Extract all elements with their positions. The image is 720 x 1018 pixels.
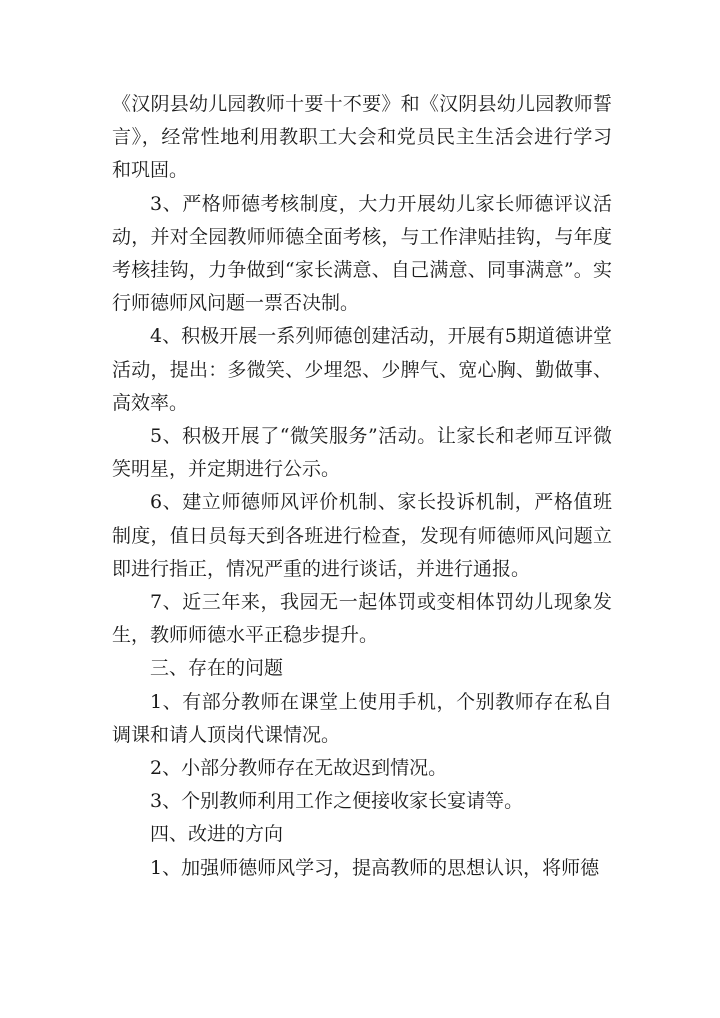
paragraph-item-4: 4、积极开展一系列师德创建活动，开展有5期道德讲堂活动，提出：多微笑、少埋怨、少脾气、宽心胸、勤做事、高效率。 bbox=[112, 325, 612, 414]
paragraph-item-6: 6、建立师德师风评价机制、家长投诉机制，严格值班制度，值日员每天到各班进行检查，发现有师德师风问题立即进行指正，情况严重的进行谈话，并进行通报。 bbox=[112, 491, 612, 580]
problem-item-1: 1、有部分教师在课堂上使用手机，个别教师存在私自调课和请人顶岗代课情况。 bbox=[112, 690, 612, 746]
document-body bbox=[112, 88, 612, 885]
problem-item-2: 2、小部分教师存在无故迟到情况。 bbox=[150, 757, 448, 780]
paragraph-item-7: 7、近三年来，我园无一起体罚或变相体罚幼儿现象发生，教师师德水平正稳步提升。 bbox=[112, 591, 612, 647]
paragraph-item-5: 5、积极开展了“微笑服务”活动。让家长和老师互评微笑明星，并定期进行公示。 bbox=[112, 425, 612, 481]
paragraph-item-3: 3、严格师德考核制度，大力开展幼儿家长师德评议活动，并对全园教师师德全面考核，与工作津贴挂钩，与年度考核挂钩，力争做到“家长满意、自己满意、同事满意”。实行师德师风问题一票否决制。 bbox=[112, 192, 612, 315]
section-heading-problems: 三、存在的问题 bbox=[150, 657, 284, 680]
section-heading-improvements: 四、改进的方向 bbox=[150, 823, 284, 846]
improvement-item-1: 1、加强师德师风学习，提高教师的思想认识，将师德 bbox=[150, 856, 600, 879]
paragraph-continuation: 《汉阴县幼儿园教师十要十不要》和《汉阴县幼儿园教师誓言》，经常性地利用教职工大会和党员民主生活会进行学习和巩固。 bbox=[112, 93, 612, 182]
problem-item-3: 3、个别教师利用工作之便接收家长宴请等。 bbox=[150, 790, 524, 813]
